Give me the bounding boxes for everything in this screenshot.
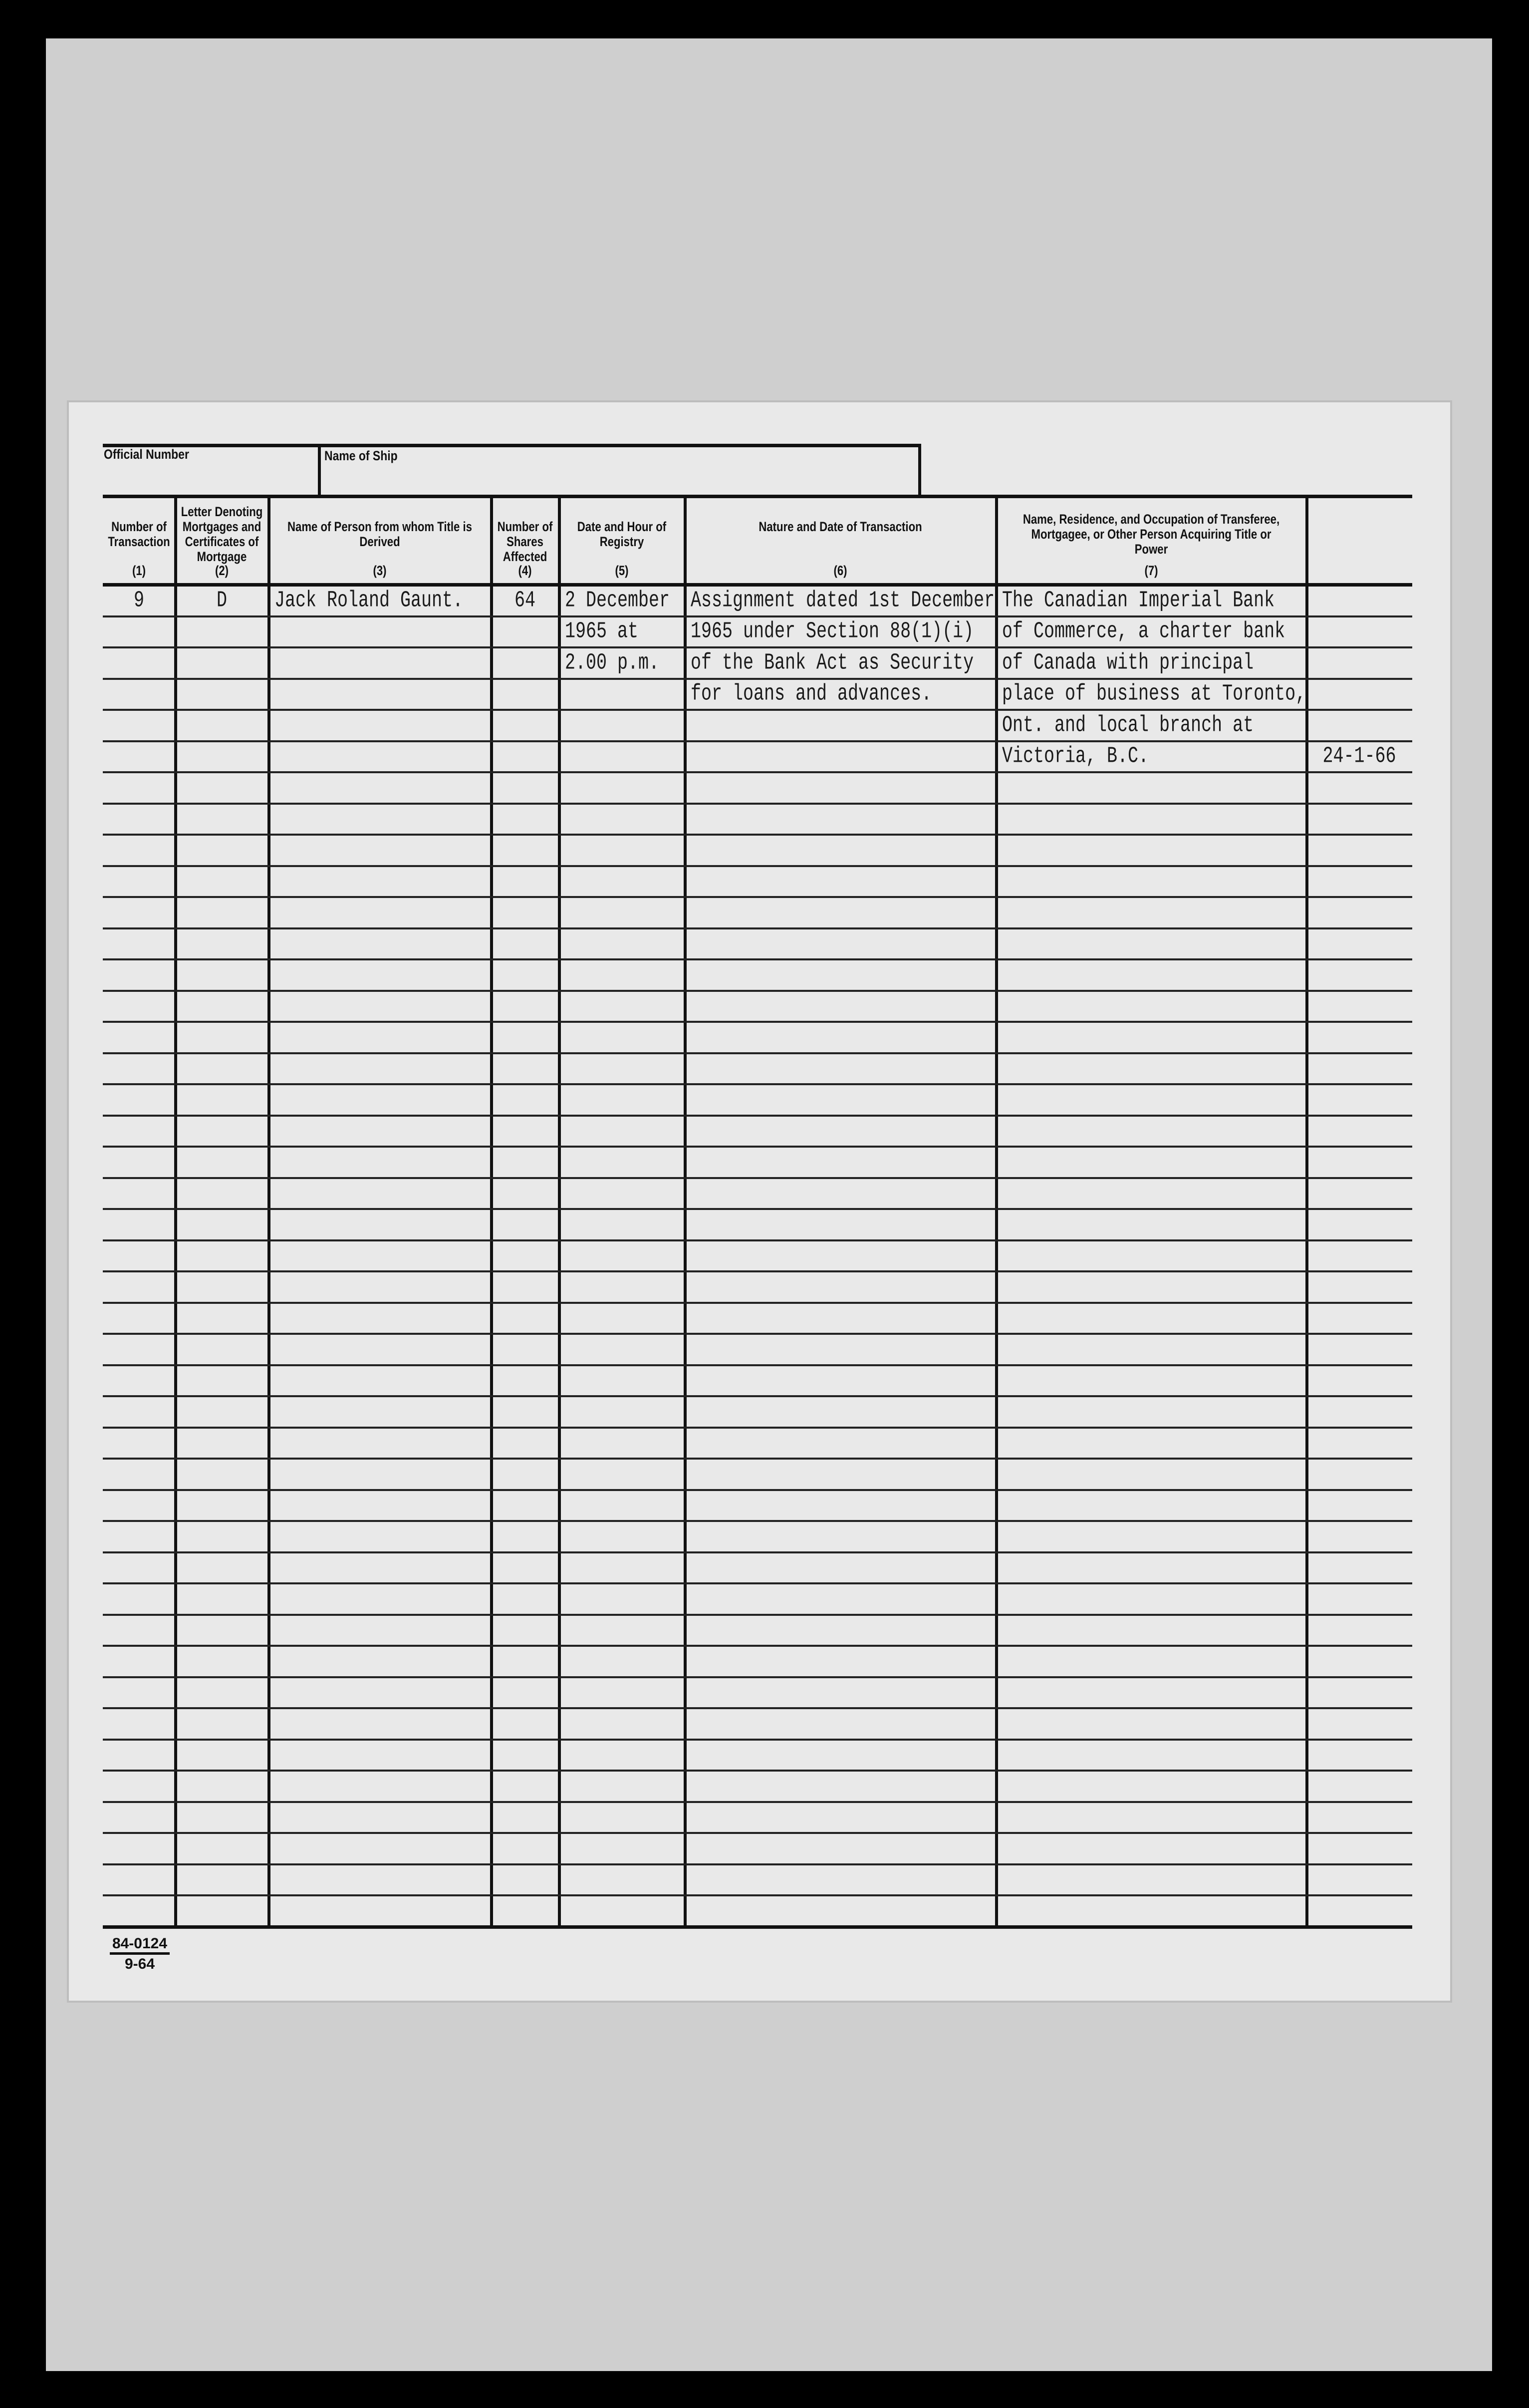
table-row — [103, 897, 1409, 928]
table-row — [103, 679, 1409, 710]
cell-col-5: 2.00 p.m. — [565, 649, 660, 676]
column-number-4: (4) — [518, 563, 532, 578]
column-header-2: Letter Denoting Mortgages and Certificates of Mortgage — [181, 504, 263, 564]
table-row — [103, 741, 1409, 773]
cell-col-2: D — [216, 587, 227, 613]
table-row — [103, 710, 1409, 741]
table-row — [103, 991, 1409, 1022]
rule — [103, 444, 921, 447]
column-number-5: (5) — [615, 563, 629, 578]
cell-col-5: 1965 at — [565, 618, 639, 644]
table-row — [103, 1240, 1409, 1272]
table-row — [103, 1802, 1409, 1833]
column-header-5: Date and Hour of Registry — [577, 519, 667, 549]
table-row — [103, 1271, 1409, 1303]
table-row — [103, 1303, 1409, 1334]
table-row — [103, 1365, 1409, 1397]
cell-col-3: Jack Roland Gaunt. — [274, 587, 464, 613]
table-row — [103, 1833, 1409, 1864]
table-row — [103, 1459, 1409, 1490]
table-row — [103, 804, 1409, 835]
column-header-3: Name of Person from whom Title is Derived — [287, 519, 472, 549]
table-row — [103, 959, 1409, 991]
cell-col-6: 1965 under Section 88(1)(i) — [691, 618, 974, 644]
cell-col-7: Ont. and local branch at — [1002, 712, 1254, 738]
cell-col-7: of Canada with principal — [1002, 649, 1254, 676]
table-row — [103, 1053, 1409, 1085]
table-row — [103, 1552, 1409, 1584]
table-row — [103, 866, 1409, 898]
table-row — [103, 616, 1409, 648]
table-row — [103, 835, 1409, 866]
column-number-3: (3) — [373, 563, 387, 578]
table-row — [103, 1084, 1409, 1116]
cell-col-4: 64 — [514, 587, 535, 613]
table-row — [103, 1677, 1409, 1709]
table-row — [103, 1334, 1409, 1365]
table-row — [103, 928, 1409, 960]
form-date: 9-64 — [124, 1956, 155, 1972]
table-row — [103, 1490, 1409, 1521]
cell-col-6: for loans and advances. — [691, 681, 932, 707]
column-header-4: Number of Shares Affected — [497, 519, 553, 564]
table-row — [103, 1428, 1409, 1459]
column-header-1: Number of Transaction — [108, 519, 170, 549]
cell-col-1: 9 — [133, 587, 144, 613]
cell-col-6: of the Bank Act as Security — [691, 649, 974, 676]
name-of-ship-label: Name of Ship — [324, 448, 398, 463]
table-row — [103, 1708, 1409, 1740]
cell-col-7: The Canadian Imperial Bank — [1002, 587, 1275, 613]
table-row — [103, 1771, 1409, 1802]
table-row — [103, 1178, 1409, 1209]
form-number: 84-0124 — [110, 1935, 170, 1955]
table-row — [103, 1022, 1409, 1053]
column-header-7: Name, Residence, and Occupation of Transferee, Mortgagee, or Other Person Acquiring Title or Power — [1022, 512, 1280, 557]
table-row — [103, 1396, 1409, 1428]
rule — [103, 495, 1412, 498]
table-row — [103, 1646, 1409, 1677]
table-row — [103, 1583, 1409, 1615]
official-number-label: Official Number — [104, 447, 189, 462]
column-number-2: (2) — [215, 563, 229, 578]
table-row — [103, 1615, 1409, 1646]
table-row — [103, 1147, 1409, 1178]
table-row — [103, 1116, 1409, 1147]
table-row — [103, 1521, 1409, 1552]
rule — [318, 444, 321, 496]
rule — [918, 444, 921, 496]
table-row — [103, 585, 1409, 616]
cell-col-7: of Commerce, a charter bank — [1002, 618, 1285, 644]
cell-col-8: 24-1-66 — [1322, 743, 1396, 770]
column-header-6: Nature and Date of Transaction — [759, 519, 922, 534]
column-number-6: (6) — [833, 563, 847, 578]
cell-col-5: 2 December — [565, 587, 670, 613]
column-number-7: (7) — [1144, 563, 1158, 578]
column-number-1: (1) — [132, 563, 146, 578]
table-row — [103, 1740, 1409, 1771]
table-row — [103, 772, 1409, 804]
table-row — [103, 1864, 1409, 1896]
cell-col-7: Victoria, B.C. — [1002, 743, 1149, 770]
table-row — [103, 1209, 1409, 1240]
table-row — [103, 647, 1409, 679]
cell-col-6: Assignment dated 1st December — [691, 587, 995, 613]
table-row — [103, 1895, 1409, 1927]
cell-col-7: place of business at Toronto, — [1002, 681, 1306, 707]
